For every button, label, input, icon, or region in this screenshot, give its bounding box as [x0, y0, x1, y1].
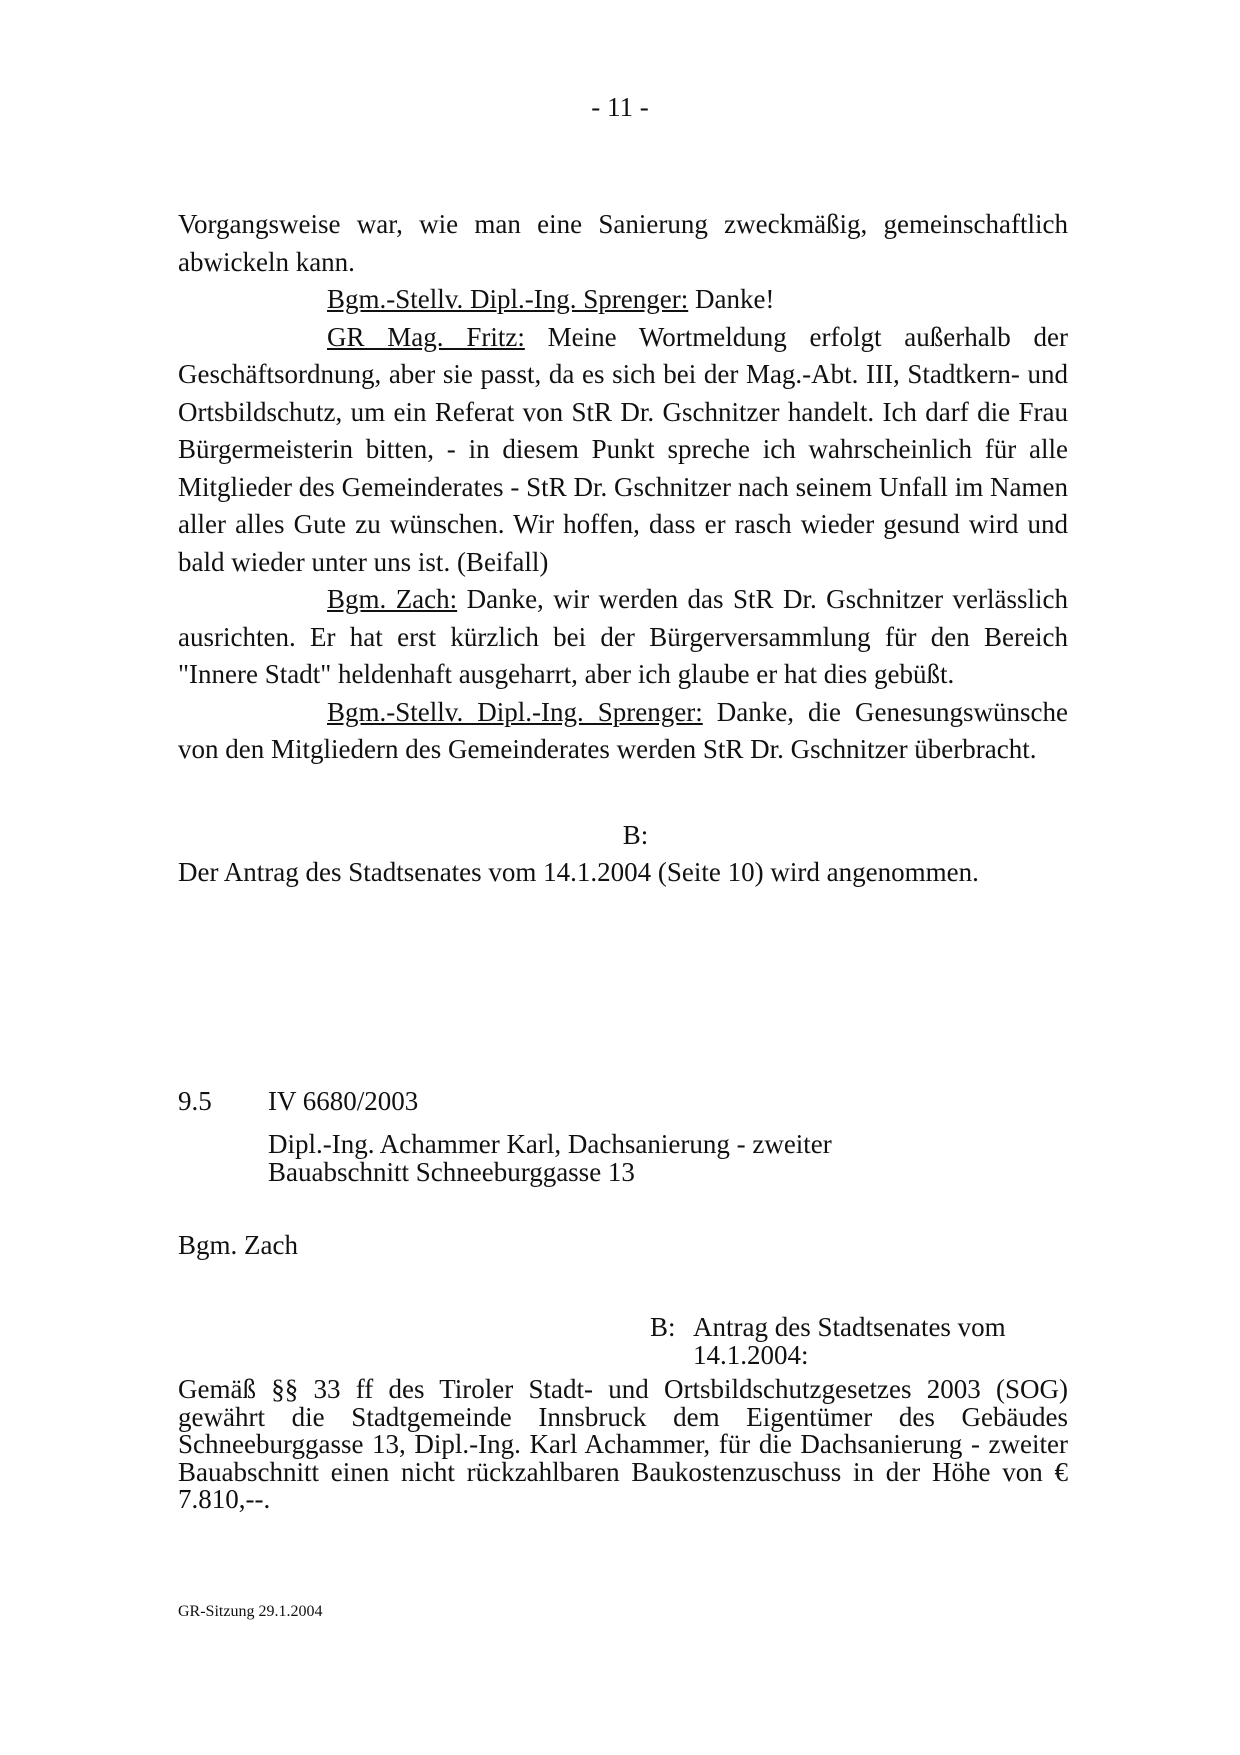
statement-text: Danke, wir werden das StR Dr. Gschnitzer verlässlich ausrichten. Er hat erst kürzlich bei der Bürgerversammlung für den Bereich "Innere Stadt" heldenhaft ausgeharrt, aber ich glaube er hat dies gebüßt. — [178, 584, 1068, 689]
page-number: - 11 - — [591, 92, 649, 122]
speaker-name: Bgm. Zach: — [327, 584, 458, 614]
footer: GR-Sitzung 29.1.2004 — [178, 1603, 323, 1620]
paragraph-continuation: Vorgangsweise war, wie man eine Sanierung zweckmäßig, gemeinschaftlich abwickeln kann. — [178, 209, 1068, 277]
motion-label: B: — [650, 1312, 676, 1342]
speaker-name: GR Mag. Fritz: — [327, 321, 525, 352]
agenda-item-number: 9.5 — [178, 1086, 212, 1116]
speaker-name: Bgm.-Stellv. Dipl.-Ing. Sprenger: — [327, 284, 689, 314]
agenda-item-title — [268, 1130, 968, 1186]
minutes-body — [178, 206, 1068, 892]
statement-text: Danke! — [688, 284, 775, 314]
motion-text: Gemäß §§ 33 ff des Tiroler Stadt- und Ortsbildschutzgesetzes 2003 (SOG) gewährt die Stadtgemeinde Innsbruck dem Eigentümer des Gebäudes Schneeburggasse 13, Dipl.-Ing. Karl Achammer, für die Dachsanierung - zweiter Bauabschnitt einen nicht rückzahlbaren Baukostenzuschuss in der Höhe von € 7.810,--. — [178, 1374, 1068, 1514]
motion-heading-line: 14.1.2004: — [693, 1340, 809, 1370]
statement-text: Meine Wortmeldung erfolgt außerhalb der Geschäftsordnung, aber sie passt, da es sich bei der Mag.-Abt. III, Stadtkern- und Ortsbildschutz, um ein Referat von StR Dr. Gschnitzer handelt. Ich darf die Frau Bürgermeisterin bitten, - in diesem Punkt spreche ich wahrscheinlich für alle Mitglieder des Gemeinderates - StR Dr. Gschnitzer nach seinem Unfall im Namen aller alles Gute zu wünschen. Wir hoffen, dass er rasch wieder gesund wird und bald wieder unter uns ist. (Beifall) — [178, 321, 1068, 577]
rapporteur: Bgm. Zach — [178, 1230, 298, 1260]
statement-text: Danke, die Genesungswünsche von den Mitgliedern des Gemeinderates werden StR Dr. Gschnitzer überbracht. — [178, 696, 1068, 764]
motion-heading-line: Antrag des Stadtsenates vom — [693, 1312, 1006, 1342]
statement-sprenger-1 — [178, 281, 1068, 319]
resolution-label: B: — [622, 819, 649, 850]
statement-sprenger-2 — [178, 694, 1068, 769]
statement-zach — [178, 581, 1068, 694]
agenda-item-title-line: Bauabschnitt Schneeburggasse 13 — [268, 1157, 635, 1187]
speaker-name: Bgm.-Stellv. Dipl.-Ing. Sprenger: — [327, 696, 703, 727]
motion-heading-text — [693, 1313, 1053, 1369]
agenda-item-title-line: Dipl.-Ing. Achammer Karl, Dachsanierung - zweiter — [268, 1129, 832, 1159]
resolution-text: Der Antrag des Stadtsenates vom 14.1.2004 (Seite 10) wird angenommen. — [178, 857, 979, 887]
agenda-item-code: IV 6680/2003 — [268, 1086, 419, 1116]
statement-fritz — [178, 319, 1068, 582]
